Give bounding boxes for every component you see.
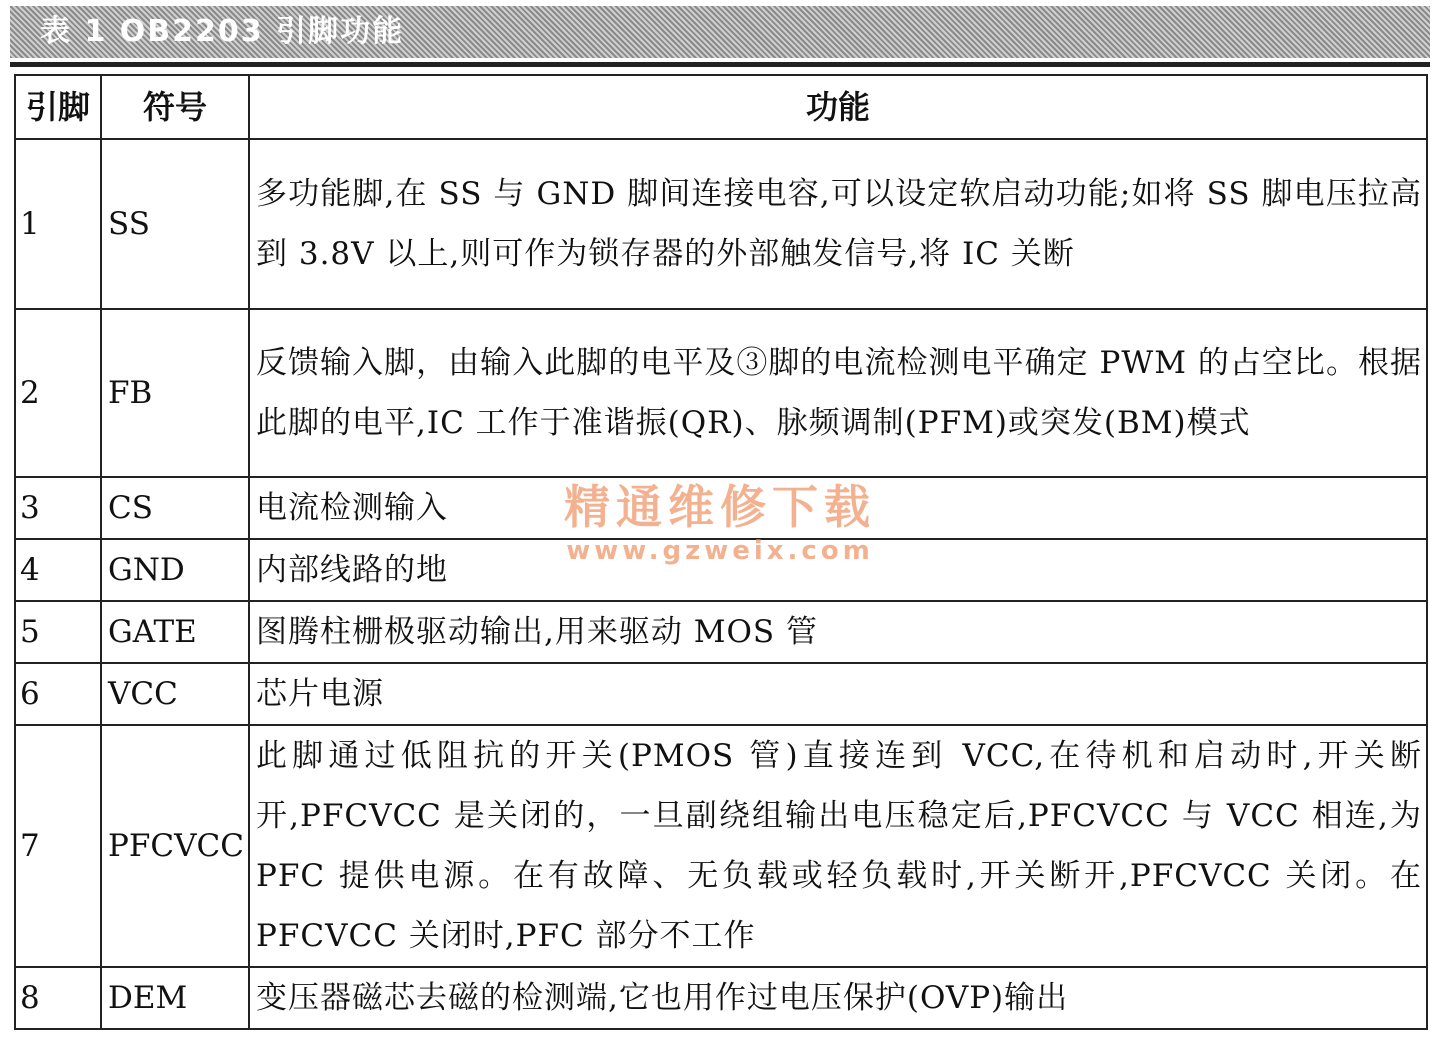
table-row bbox=[15, 601, 1427, 663]
watermark-url: www.gzweix.com bbox=[566, 536, 874, 566]
title-divider bbox=[10, 62, 1430, 67]
pin-symbol: CS bbox=[101, 477, 249, 539]
pin-function: 内部线路的地 bbox=[249, 539, 1427, 601]
pin-symbol: PFCVCC bbox=[101, 725, 249, 967]
pin-symbol: GATE bbox=[101, 601, 249, 663]
pin-function: 反馈输入脚，由输入此脚的电平及③脚的电流检测电平确定 PWM 的占空比。根据此脚的电平,IC 工作于准谐振(QR)、脉频调制(PFM)或突发(BM)模式 bbox=[249, 309, 1427, 477]
pin-symbol: GND bbox=[101, 539, 249, 601]
table-title: 表 1 OB2203 引脚功能 bbox=[10, 6, 1430, 58]
table-row bbox=[15, 539, 1427, 601]
pin-symbol: FB bbox=[101, 309, 249, 477]
pin-symbol: VCC bbox=[101, 663, 249, 725]
table-row bbox=[15, 967, 1427, 1029]
pin-function: 变压器磁芯去磁的检测端,它也用作过电压保护(OVP)输出 bbox=[249, 967, 1427, 1029]
pin-function: 电流检测输入 bbox=[249, 477, 1427, 539]
pin-number: 3 bbox=[15, 477, 101, 539]
table-header-row bbox=[15, 75, 1427, 139]
pin-number: 4 bbox=[15, 539, 101, 601]
table-row bbox=[15, 309, 1427, 477]
pin-number: 5 bbox=[15, 601, 101, 663]
pin-function: 芯片电源 bbox=[249, 663, 1427, 725]
header-function: 功能 bbox=[249, 75, 1427, 139]
pin-number: 6 bbox=[15, 663, 101, 725]
table-row bbox=[15, 477, 1427, 539]
pin-number: 7 bbox=[15, 725, 101, 967]
pin-symbol: DEM bbox=[101, 967, 249, 1029]
pin-number: 8 bbox=[15, 967, 101, 1029]
pin-symbol: SS bbox=[101, 139, 249, 309]
pin-function: 多功能脚,在 SS 与 GND 脚间连接电容,可以设定软启动功能;如将 SS 脚电压拉高到 3.8V 以上,则可作为锁存器的外部触发信号,将 IC 关断 bbox=[249, 139, 1427, 309]
table-row bbox=[15, 725, 1427, 967]
pin-number: 2 bbox=[15, 309, 101, 477]
pin-function-table bbox=[14, 74, 1428, 1030]
pin-function: 图腾柱栅极驱动输出,用来驱动 MOS 管 bbox=[249, 601, 1427, 663]
watermark-text: 精通维修下载 bbox=[564, 480, 876, 534]
pin-function: 此脚通过低阻抗的开关(PMOS 管)直接连到 VCC,在待机和启动时,开关断开,PFCVCC 是关闭的，一旦副绕组输出电压稳定后,PFCVCC 与 VCC 相连,为 PFC 提供电源。在有故障、无负载或轻负载时,开关断开,PFCVCC 关闭。在 PFCVCC 关闭时,PFC 部分不工作 bbox=[249, 725, 1427, 967]
table-row bbox=[15, 139, 1427, 309]
pin-number: 1 bbox=[15, 139, 101, 309]
header-symbol: 符号 bbox=[101, 75, 249, 139]
table-row bbox=[15, 663, 1427, 725]
header-pin: 引脚 bbox=[15, 75, 101, 139]
